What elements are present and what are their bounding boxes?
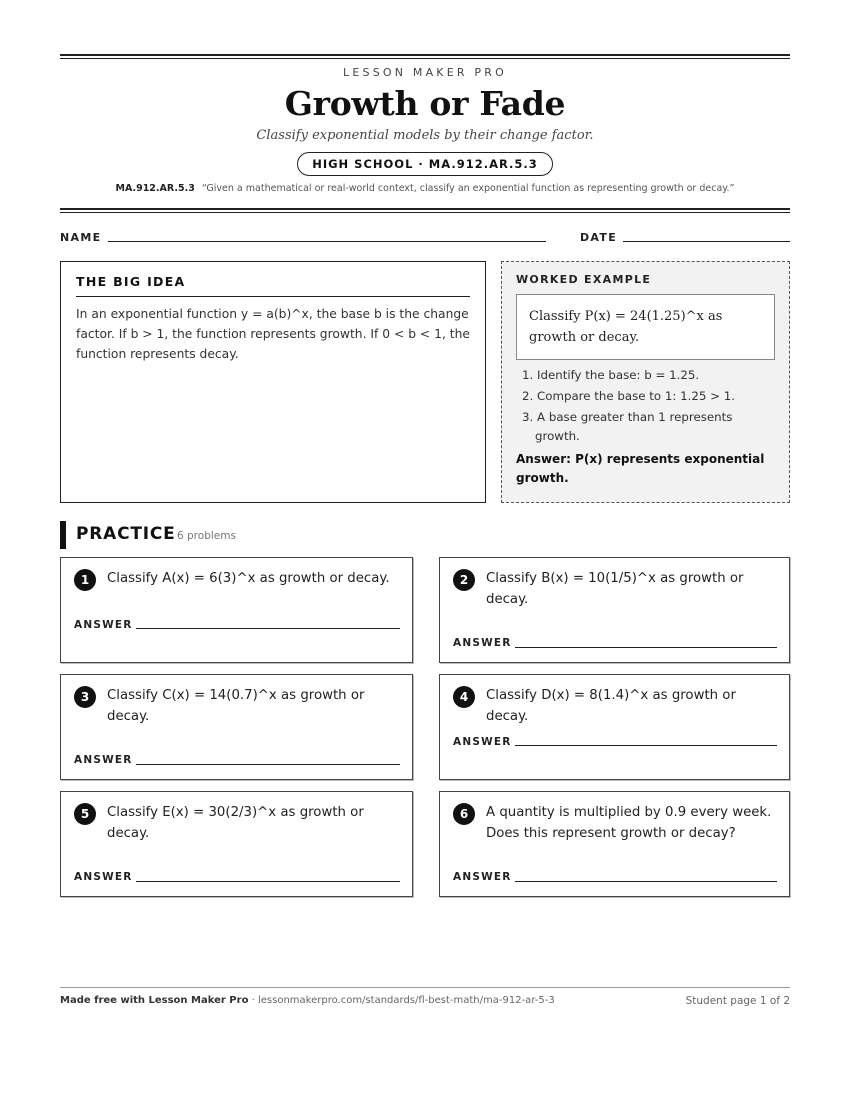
answer-line-2[interactable] xyxy=(515,647,777,648)
problem-number: 2 xyxy=(453,569,475,591)
worked-example-panel xyxy=(501,261,790,503)
practice-accent-bar xyxy=(60,521,66,549)
big-idea-heading: THE BIG IDEA xyxy=(76,274,470,297)
worked-example-answer: Answer: P(x) represents exponential growth. xyxy=(516,452,765,485)
worked-example-step: 1. Identify the base: b = 1.25. xyxy=(522,368,700,382)
footer-made-with: Made free with Lesson Maker Pro xyxy=(60,995,249,1006)
worked-example-step: 2. Compare the base to 1: 1.25 > 1. xyxy=(522,389,735,403)
problem-question: Classify B(x) = 10(1/5)^x as growth or decay. xyxy=(486,571,744,607)
answer-line-6[interactable] xyxy=(515,881,777,882)
problem-question: Classify E(x) = 30(2/3)^x as growth or decay. xyxy=(107,805,364,841)
answer-label: ANSWER xyxy=(453,637,512,649)
name-field[interactable] xyxy=(108,241,546,242)
problem-number: 5 xyxy=(74,803,96,825)
problem-question: Classify A(x) = 6(3)^x as growth or decay. xyxy=(107,571,390,586)
header-top-rule xyxy=(60,54,790,56)
problem-question: Classify D(x) = 8(1.4)^x as growth or decay. xyxy=(486,688,736,724)
problem-card-4 xyxy=(439,674,790,780)
big-idea-text: In an exponential function y = a(b)^x, the base b is the change factor. If b > 1, the function represents growth. If 0 < b < 1, the function represents decay. xyxy=(76,307,470,361)
page-title: Growth or Fade xyxy=(284,84,566,123)
problem-number: 1 xyxy=(74,569,96,591)
practice-heading: PRACTICE xyxy=(76,524,176,544)
worked-example-step: 3. A base greater than 1 represents growth. xyxy=(522,410,733,443)
worked-example-steps xyxy=(516,366,775,446)
answer-line-1[interactable] xyxy=(136,628,400,629)
date-label: DATE xyxy=(580,231,618,244)
footer-rule xyxy=(60,987,790,988)
standard-text: “Given a mathematical or real-world context, classify an exponential function as representing growth or decay.” xyxy=(201,183,735,194)
footer-credit xyxy=(60,995,555,1006)
answer-line-3[interactable] xyxy=(136,764,400,765)
answer-label: ANSWER xyxy=(74,871,133,883)
level-badge: HIGH SCHOOL · MA.912.AR.5.3 xyxy=(297,152,553,176)
footer-url[interactable]: · lessonmakerpro.com/standards/fl-best-math/ma-912-ar-5-3 xyxy=(248,995,555,1006)
answer-label: ANSWER xyxy=(74,754,133,766)
answer-label: ANSWER xyxy=(453,871,512,883)
answer-line-5[interactable] xyxy=(136,881,400,882)
problem-question: Classify C(x) = 14(0.7)^x as growth or decay. xyxy=(107,688,365,724)
name-label: NAME xyxy=(60,231,102,244)
problem-question: A quantity is multiplied by 0.9 every week. Does this represent growth or decay? xyxy=(486,805,772,841)
footer-page-number: Student page 1 of 2 xyxy=(685,995,790,1007)
standard-code: MA.912.AR.5.3 xyxy=(115,183,195,194)
header-bottom-rule xyxy=(60,208,790,210)
date-field[interactable] xyxy=(623,241,790,242)
problem-number: 6 xyxy=(453,803,475,825)
problem-card-6 xyxy=(439,791,790,897)
problem-card-2 xyxy=(439,557,790,663)
page-subtitle: Classify exponential models by their change factor. xyxy=(256,128,594,143)
problem-number: 4 xyxy=(453,686,475,708)
answer-label: ANSWER xyxy=(453,736,512,748)
answer-line-4[interactable] xyxy=(515,745,777,746)
problem-card-3 xyxy=(60,674,413,780)
problem-card-1 xyxy=(60,557,413,663)
standard-description xyxy=(60,183,790,194)
big-idea-panel xyxy=(60,261,486,503)
problem-number: 3 xyxy=(74,686,96,708)
brand-name: LESSON MAKER PRO xyxy=(343,66,507,79)
answer-label: ANSWER xyxy=(74,619,133,631)
worked-example-heading: WORKED EXAMPLE xyxy=(516,273,652,286)
worked-example-prompt: Classify P(x) = 24(1.25)^x as growth or decay. xyxy=(516,294,775,360)
problem-card-5 xyxy=(60,791,413,897)
practice-count: 6 problems xyxy=(177,530,236,542)
